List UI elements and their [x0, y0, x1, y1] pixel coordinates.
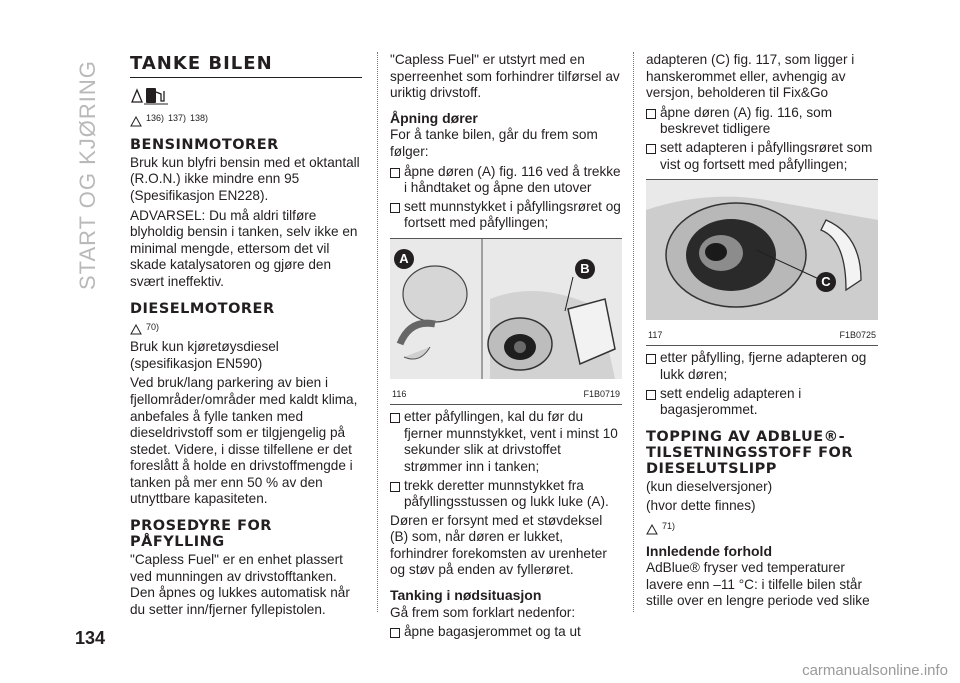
figure-116	[390, 238, 622, 405]
reference-number: 71)	[662, 520, 676, 531]
reference-list	[130, 319, 362, 336]
reference-number: 70)	[146, 321, 160, 332]
paragraph: Bruk kun kjøretøysdiesel (spesifikasjon EN590)	[130, 339, 279, 371]
reference-list	[646, 518, 878, 535]
heading-apning-dorer: Åpning dører	[390, 109, 478, 126]
bullet-item: etter påfyllingen, kal du før du fjerner munnstykket, vent i minst 10 sekunder slik at drivstoffet strømmer inn i tanken;	[390, 409, 622, 475]
fuel-pump-icon	[130, 84, 170, 106]
bullet-item: sett adapteren i påfyllingsrøret som vist og fortsett med påfyllingen;	[646, 140, 878, 173]
heading-innledende-forhold: Innledende forhold	[646, 542, 772, 559]
paragraph: For å tanke bilen, går du frem som følger:	[390, 127, 598, 159]
figure-number: 116	[392, 388, 407, 399]
callout-c: C	[816, 272, 836, 292]
figure-number: 117	[648, 329, 663, 340]
paragraph: AdBlue® fryser ved temperaturer lavere enn –11 °C: i tilfelle bilen står stille over en lengre periode ved slike	[646, 560, 870, 609]
title-rule	[130, 77, 362, 78]
paragraph: Ved bruk/lang parkering av bien i fjellområder/områder med kaldt klima, anbefales å fylle tanken med dieseldrivstoff som er tilgjengelig på stedet. Videre, i disse tilfellene er det foreslått å holde en drivstoffmengde i tanken på mer enn 50 % av den utnyttbare kapasiteten.	[130, 375, 358, 507]
bullet-item: åpne døren (A) fig. 116 ved å trekke i håndtaket og åpne den utover	[390, 164, 622, 197]
footer-watermark: carmanualsonline.info	[802, 662, 948, 679]
bullet-item: sett endelig adapteren i bagasjerommet.	[646, 386, 878, 419]
figure-caption	[390, 384, 622, 405]
column-2	[390, 52, 622, 643]
paragraph: ADVARSEL: Du må aldri tilføre blyholdig bensin i tanken, selv ikke en minimal mengde, ettersom det vil skade katalysatoren og gjøre den svært ineffektiv.	[130, 207, 358, 289]
bullet-item: sett munnstykket i påfyllingsrøret og fortsett med påfyllingen;	[390, 199, 622, 232]
reference-number: 137)	[168, 113, 187, 124]
paragraph: (hvor dette finnes)	[646, 498, 756, 514]
reference-number: 138)	[190, 113, 209, 124]
reference-number: 136)	[146, 113, 165, 124]
warning-icon	[130, 116, 142, 127]
callout-b: B	[575, 259, 595, 279]
heading-bensinmotorer: BENSINMOTORER	[130, 136, 279, 153]
page-number: 134	[75, 628, 106, 648]
paragraph: (kun dieselversjoner)	[646, 478, 773, 494]
bullet-item: trekk deretter munnstykket fra påfyllingsstussen og lukk luke (A).	[390, 478, 622, 511]
column-3	[646, 52, 878, 613]
page-title: TANKE BILEN	[130, 53, 273, 74]
figure-code: F1B0719	[583, 388, 620, 399]
column-divider	[377, 52, 378, 612]
callout-a: A	[394, 249, 414, 269]
paragraph: Gå frem som forklart nedenfor:	[390, 604, 576, 620]
heading-dieselmotorer: DIESELMOTORER	[130, 300, 275, 317]
paragraph: "Capless Fuel" er en enhet plassert ved munningen av drivstofftanken. Den åpnes og lukkes automatisk når du setter inn/fjerner fyllepistolen.	[130, 552, 350, 617]
warning-icon	[130, 324, 142, 335]
column-1	[130, 52, 362, 621]
paragraph: adapteren (C) fig. 117, som ligger i hanskerommet eller, avhengig av versjon, beholderen til Fix&Go	[646, 52, 855, 101]
heading-tanking-nodsituasjon: Tanking i nødsituasjon	[390, 587, 542, 604]
bullet-item: etter påfylling, fjerne adapteren og lukk døren;	[646, 350, 878, 383]
column-divider	[633, 52, 634, 612]
bullet-item: åpne døren (A) fig. 116, som beskrevet tidligere	[646, 105, 878, 138]
bullet-item: åpne bagasjerommet og ta ut	[390, 624, 622, 641]
paragraph: Døren er forsynt med et støvdeksel (B) som, når døren er lukket, forhindrer forekomsten av urenheter og støv på enden av fyllerøret.	[390, 512, 607, 578]
heading-adblue: TOPPING AV ADBLUE®-TILSETNINGSSTOFF FOR DIESELUTSLIPP	[646, 428, 854, 477]
heading-prosedyre: PROSEDYRE FOR PÅFYLLING	[130, 518, 272, 551]
warning-icon	[646, 524, 658, 535]
section-side-title: START OG KJØRING	[75, 60, 100, 290]
figure-117	[646, 179, 878, 346]
paragraph: "Capless Fuel" er utstyrt med en sperreenhet som forhindrer tilførsel av uriktig drivstoff.	[390, 52, 620, 101]
figure-caption	[646, 325, 878, 346]
reference-list	[130, 110, 362, 127]
figure-code: F1B0725	[839, 329, 876, 340]
adapter-illustration	[646, 180, 878, 320]
paragraph: Bruk kun blyfri bensin med et oktantall (R.O.N.) ikke mindre enn 95 (Spesifikasjon EN228).	[130, 154, 360, 203]
